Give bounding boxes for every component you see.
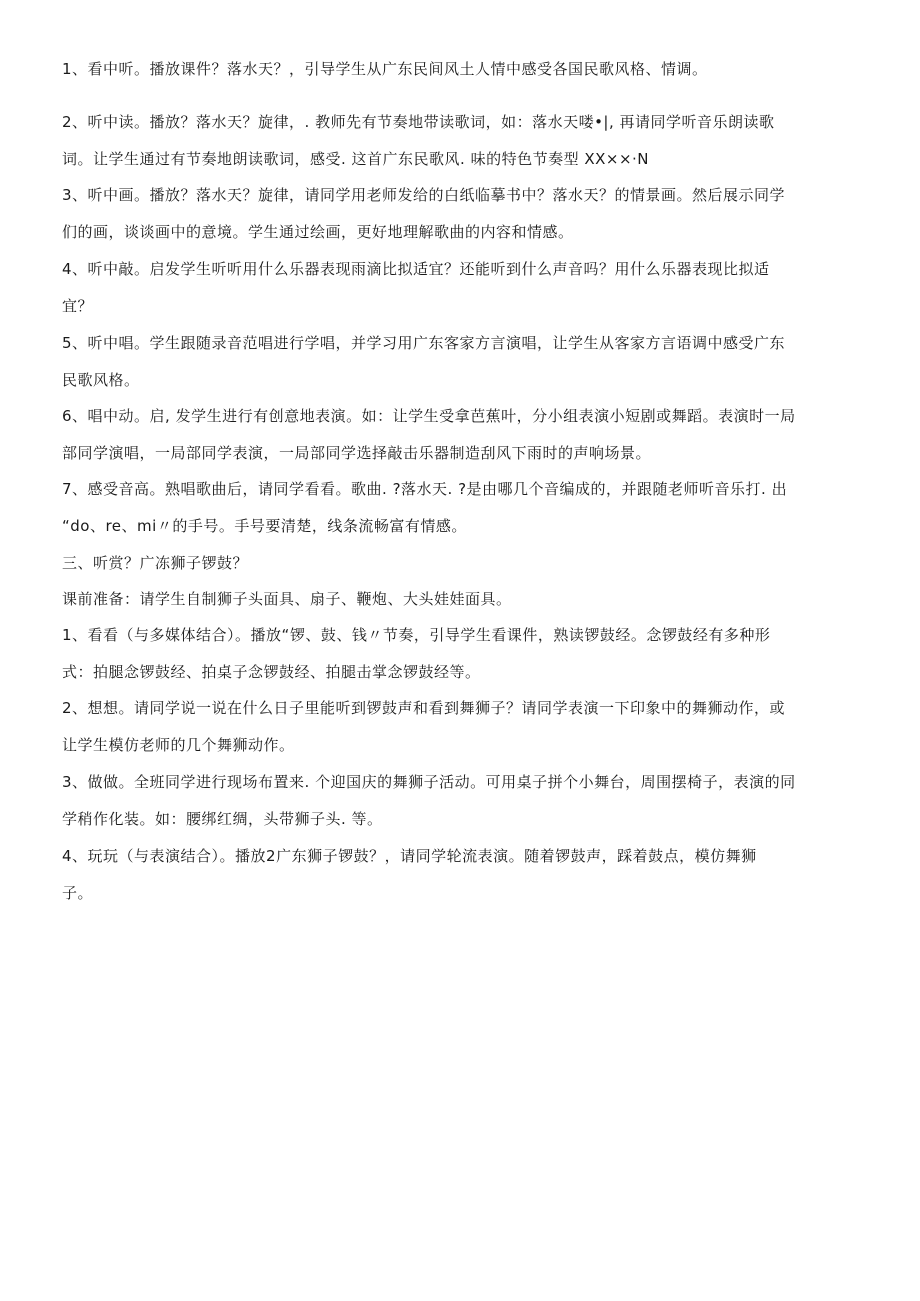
- preparation-note: [62, 581, 862, 618]
- text-line: 1、看看（与多媒体结合）。播放“锣、鼓、钱〃节奏，引导学生看课件，熟读锣鼓经。念锣鼓经有多种形: [62, 626, 771, 644]
- paragraph-2: [62, 104, 862, 178]
- text-line: 6、唱中动。启, 发学生进行有创意地表演。如：让学生受拿芭蕉叶，分小组表演小短剧或舞蹈。表演时一局: [62, 407, 796, 425]
- text-line: 们的画，谈谈画中的意境。学生通过绘画，更好地理解歌曲的内容和情感。: [62, 223, 574, 241]
- paragraph-10: [62, 617, 862, 691]
- text-line: 课前准备：请学生自制狮子头面具、扇子、鞭炮、大头娃娃面具。: [62, 590, 512, 608]
- paragraph-11: [62, 690, 862, 764]
- text-line: 2、听中读。播放？落水天？旋律，. 教师先有节奏地带读歌词，如：落水天喽•|, 再请同学听音乐朗读歌: [62, 113, 775, 131]
- text-line: 4、听中敲。启发学生听听用什么乐器表现雨滴比拟适宜？还能听到什么声音吗？用什么乐器表现比拟适: [62, 260, 770, 278]
- paragraph-3: [62, 177, 862, 251]
- text-line: 部同学演唱，一局部同学表演，一局部同学选择敲击乐器制造刮风下雨时的声响场景。: [62, 444, 652, 462]
- text-line: 3、做做。全班同学进行现场布置来. 个迎国庆的舞狮子活动。可用桌子拼个小舞台，周围摆椅子，表演的同: [62, 773, 796, 791]
- text-line: 宜？: [62, 297, 94, 315]
- paragraph-12: [62, 764, 862, 838]
- text-line: 子。: [62, 884, 94, 902]
- text-line: 让学生模仿老师的几个舞狮动作。: [62, 736, 295, 754]
- text-line: 词。让学生通过有节奏地朗读歌词，感受. 这首广东民歌风. 味的特色节奏型 XX××·N: [62, 150, 650, 168]
- text-line: 学稍作化装。如：腰绑红绸，头带狮子头. 等。: [62, 810, 383, 828]
- paragraph-1: [62, 51, 862, 88]
- text-line: 1、看中听。播放课件？落水天？，引导学生从广东民间风土人情中感受各国民歌风格、情调。: [62, 60, 708, 78]
- section-heading: [62, 545, 862, 582]
- paragraph-5: [62, 325, 862, 399]
- text-line: 3、听中画。播放？落水天？旋律，请同学用老师发给的白纸临摹书中？落水天？的情景画。然后展示同学: [62, 186, 786, 204]
- text-line: “do、re、mi〃的手号。手号要清楚，线条流畅富有情感。: [62, 517, 467, 535]
- text-line: 5、听中唱。学生跟随录音范唱进行学唱，并学习用广东客家方言演唱，让学生从客家方言语调中感受广东: [62, 334, 786, 352]
- paragraph-4: [62, 251, 862, 325]
- paragraph-13: [62, 838, 862, 912]
- text-line: 2、想想。请同学说一说在什么日子里能听到锣鼓声和看到舞狮子？请同学表演一下印象中的舞狮动作，或: [62, 699, 786, 717]
- paragraph-7: [62, 471, 862, 545]
- text-line: 7、感受音高。熟唱歌曲后，请同学看看。歌曲. ?落水天. ?是由哪几个音编成的，并跟随老师听音乐打. 出: [62, 480, 788, 498]
- text-line: 民歌风格。: [62, 371, 140, 389]
- text-line: 4、玩玩（与表演结合）。播放2广东狮子锣鼓？，请同学轮流表演。随着锣鼓声，踩着鼓点，模仿舞狮: [62, 847, 757, 865]
- paragraph-6: [62, 398, 862, 472]
- text-line: 式：拍腿念锣鼓经、拍桌子念锣鼓经、拍腿击掌念锣鼓经等。: [62, 663, 481, 681]
- text-line: 三、听赏？广冻狮子锣鼓？: [62, 554, 249, 572]
